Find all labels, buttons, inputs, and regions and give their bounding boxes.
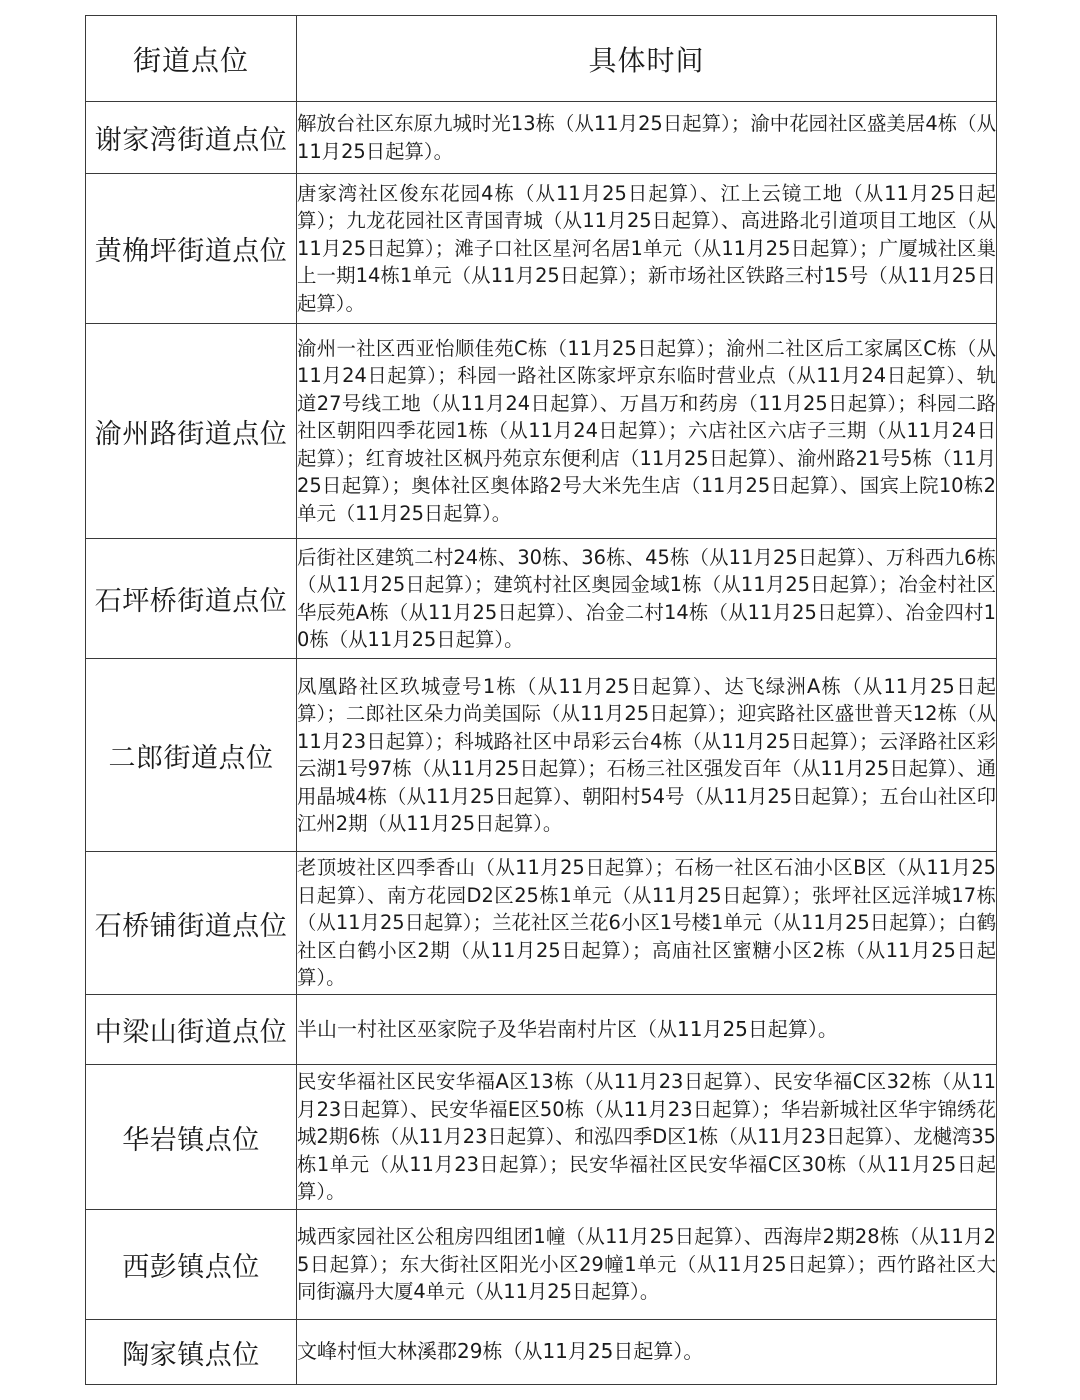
street-cell: 黄桷坪街道点位 [86,174,297,324]
street-cell: 陶家镇点位 [86,1320,297,1385]
table-row [86,102,997,174]
table-row [86,659,997,852]
detail-cell: 文峰村恒大林溪郡29栋（从11月25日起算）。 [297,1320,997,1385]
table-row [86,174,997,324]
table-row [86,324,997,539]
header-row [86,16,997,102]
detail-cell: 唐家湾社区俊东花园4栋（从11月25日起算）、江上云镜工地（从11月25日起算）；九龙花园社区青国青城（从11月25日起算）、高进路北引道项目工地区（从11月25日起算）；滩子口社区星河名居1单元（从11月25日起算）；广厦城社区巢上一期14栋1单元（从11月25日起算）；新市场社区铁路三村15号（从11月25日起算）。 [297,174,997,324]
header-time: 具体时间 [297,16,997,102]
street-cell: 二郎街道点位 [86,659,297,852]
detail-cell: 半山一村社区巫家院子及华岩南村片区（从11月25日起算）。 [297,995,997,1065]
detail-cell: 老顶坡社区四季香山（从11月25日起算）；石杨一社区石油小区B区（从11月25日起算）、南方花园D2区25栋1单元（从11月25日起算）；张坪社区远洋城17栋（从11月25日起算）；兰花社区兰花6小区1号楼1单元（从11月25日起算）；白鹤社区白鹤小区2期（从11月25日起算）；高庙社区蜜糖小区2栋（从11月25日起算）。 [297,852,997,995]
street-cell: 石桥铺街道点位 [86,852,297,995]
detail-cell: 后街社区建筑二村24栋、30栋、36栋、45栋（从11月25日起算）、万科西九6栋（从11月25日起算）；建筑村社区奥园金域1栋（从11月25日起算）；冶金村社区华辰苑A栋（从11月25日起算）、冶金二村14栋（从11月25日起算）、冶金四村10栋（从11月25日起算）。 [297,539,997,659]
table-row [86,1320,997,1385]
table-row [86,1065,997,1210]
detail-cell: 凤凰路社区玖城壹号1栋（从11月25日起算）、达飞绿洲A栋（从11月25日起算）；二郎社区朵力尚美国际（从11月25日起算）；迎宾路社区盛世普天12栋（从11月23日起算）；科城路社区中昂彩云台4栋（从11月25日起算）；云泽路社区彩云湖1号97栋（从11月25日起算）；石杨三社区强发百年（从11月25日起算）、通用晶城4栋（从11月25日起算）、朝阳村54号（从11月25日起算）；五台山社区印江州2期（从11月25日起算）。 [297,659,997,852]
header-street: 街道点位 [86,16,297,102]
schedule-table [85,15,997,1385]
detail-cell: 渝州一社区西亚怡顺佳苑C栋（11月25日起算）；渝州二社区后工家属区C栋（从11月24日起算）；科园一路社区陈家坪京东临时营业点（从11月24日起算）、轨道27号线工地（从11月24日起算）、万昌万和药房（11月25日起算）；科园二路社区朝阳四季花园1栋（从11月24日起算）；六店社区六店子三期（从11月24日起算）；红育坡社区枫丹苑京东便利店（11月25日起算）、渝州路21号5栋（11月25日起算）；奥体社区奥体路2号大米先生店（11月25日起算）、国宾上院10栋2单元（11月25日起算）。 [297,324,997,539]
street-cell: 华岩镇点位 [86,1065,297,1210]
detail-cell: 民安华福社区民安华福A区13栋（从11月23日起算）、民安华福C区32栋（从11月23日起算）、民安华福E区50栋（从11月23日起算）；华岩新城社区华宇锦绣花城2期6栋（从11月23日起算）、和泓四季D区1栋（从11月23日起算）、龙樾湾35栋1单元（从11月23日起算）；民安华福社区民安华福C区30栋（从11月25日起算）。 [297,1065,997,1210]
table-row [86,539,997,659]
street-cell: 中梁山街道点位 [86,995,297,1065]
table-row [86,852,997,995]
street-cell: 谢家湾街道点位 [86,102,297,174]
street-cell: 石坪桥街道点位 [86,539,297,659]
street-cell: 渝州路街道点位 [86,324,297,539]
table-row [86,995,997,1065]
table-row [86,1210,997,1320]
street-cell: 西彭镇点位 [86,1210,297,1320]
detail-cell: 解放台社区东原九城时光13栋（从11月25日起算）；渝中花园社区盛美居4栋（从11月25日起算）。 [297,102,997,174]
detail-cell: 城西家园社区公租房四组团1幢（从11月25日起算）、西海岸2期28栋（从11月25日起算）；东大街社区阳光小区29幢1单元（从11月25日起算）；西竹路社区大同街瀛丹大厦4单元（从11月25日起算）。 [297,1210,997,1320]
